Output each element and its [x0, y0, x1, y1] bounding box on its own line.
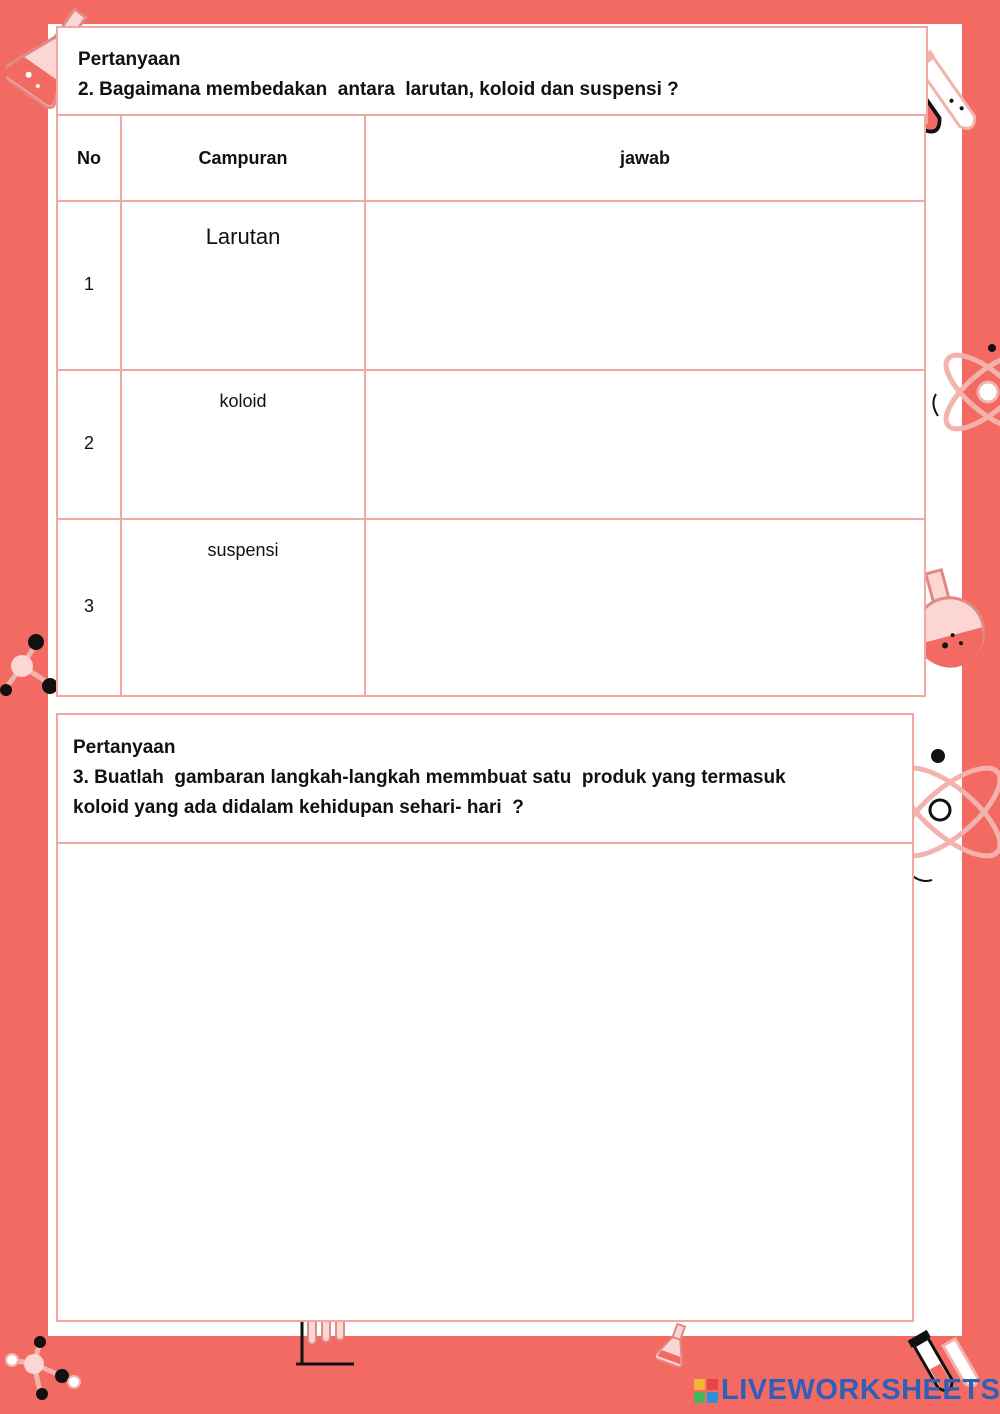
row-campuran-cell	[121, 201, 365, 370]
answer-cell[interactable]	[365, 519, 925, 696]
liveworksheets-logo	[694, 1374, 1000, 1407]
row-campuran-cell	[121, 370, 365, 519]
row-campuran: Larutan	[205, 224, 281, 249]
molecule-icon	[0, 1334, 90, 1414]
question3-text-line2: koloid yang ada didalam kehidupan sehari- hari ?	[73, 797, 524, 818]
row-no: 3	[83, 596, 94, 616]
comparison-table	[56, 114, 926, 697]
question3-text-line1: 3. Buatlah gambaran langkah-langkah memmbuat satu produk yang termasuk	[73, 767, 786, 788]
row-no-cell	[57, 201, 121, 370]
table-row	[57, 519, 925, 696]
question3-heading: Pertanyaan	[73, 737, 176, 758]
row-campuran: koloid	[219, 391, 267, 411]
brand-name: LIVEWORKSHEETS	[721, 1374, 1000, 1406]
table-row	[57, 201, 925, 370]
header-jawab: jawab	[365, 115, 925, 201]
row-no: 2	[83, 433, 94, 453]
header-campuran: Campuran	[121, 115, 365, 201]
table-row	[57, 370, 925, 519]
flask-icon	[656, 1322, 692, 1368]
row-no: 1	[83, 274, 94, 294]
atom-icon	[928, 334, 1000, 450]
answer-cell[interactable]	[365, 370, 925, 519]
drawing-answer-area[interactable]	[56, 842, 914, 1322]
row-no-cell	[57, 519, 121, 696]
header-no: No	[57, 115, 121, 201]
question2-text: 2. Bagaimana membedakan antara larutan, koloid dan suspensi ?	[78, 79, 679, 100]
row-campuran-cell	[121, 519, 365, 696]
logo-squares-icon	[694, 1379, 718, 1403]
table-header-row	[57, 115, 925, 201]
row-no-cell	[57, 370, 121, 519]
answer-cell[interactable]	[365, 201, 925, 370]
row-campuran: suspensi	[207, 540, 279, 560]
question2-heading: Pertanyaan	[78, 49, 181, 70]
